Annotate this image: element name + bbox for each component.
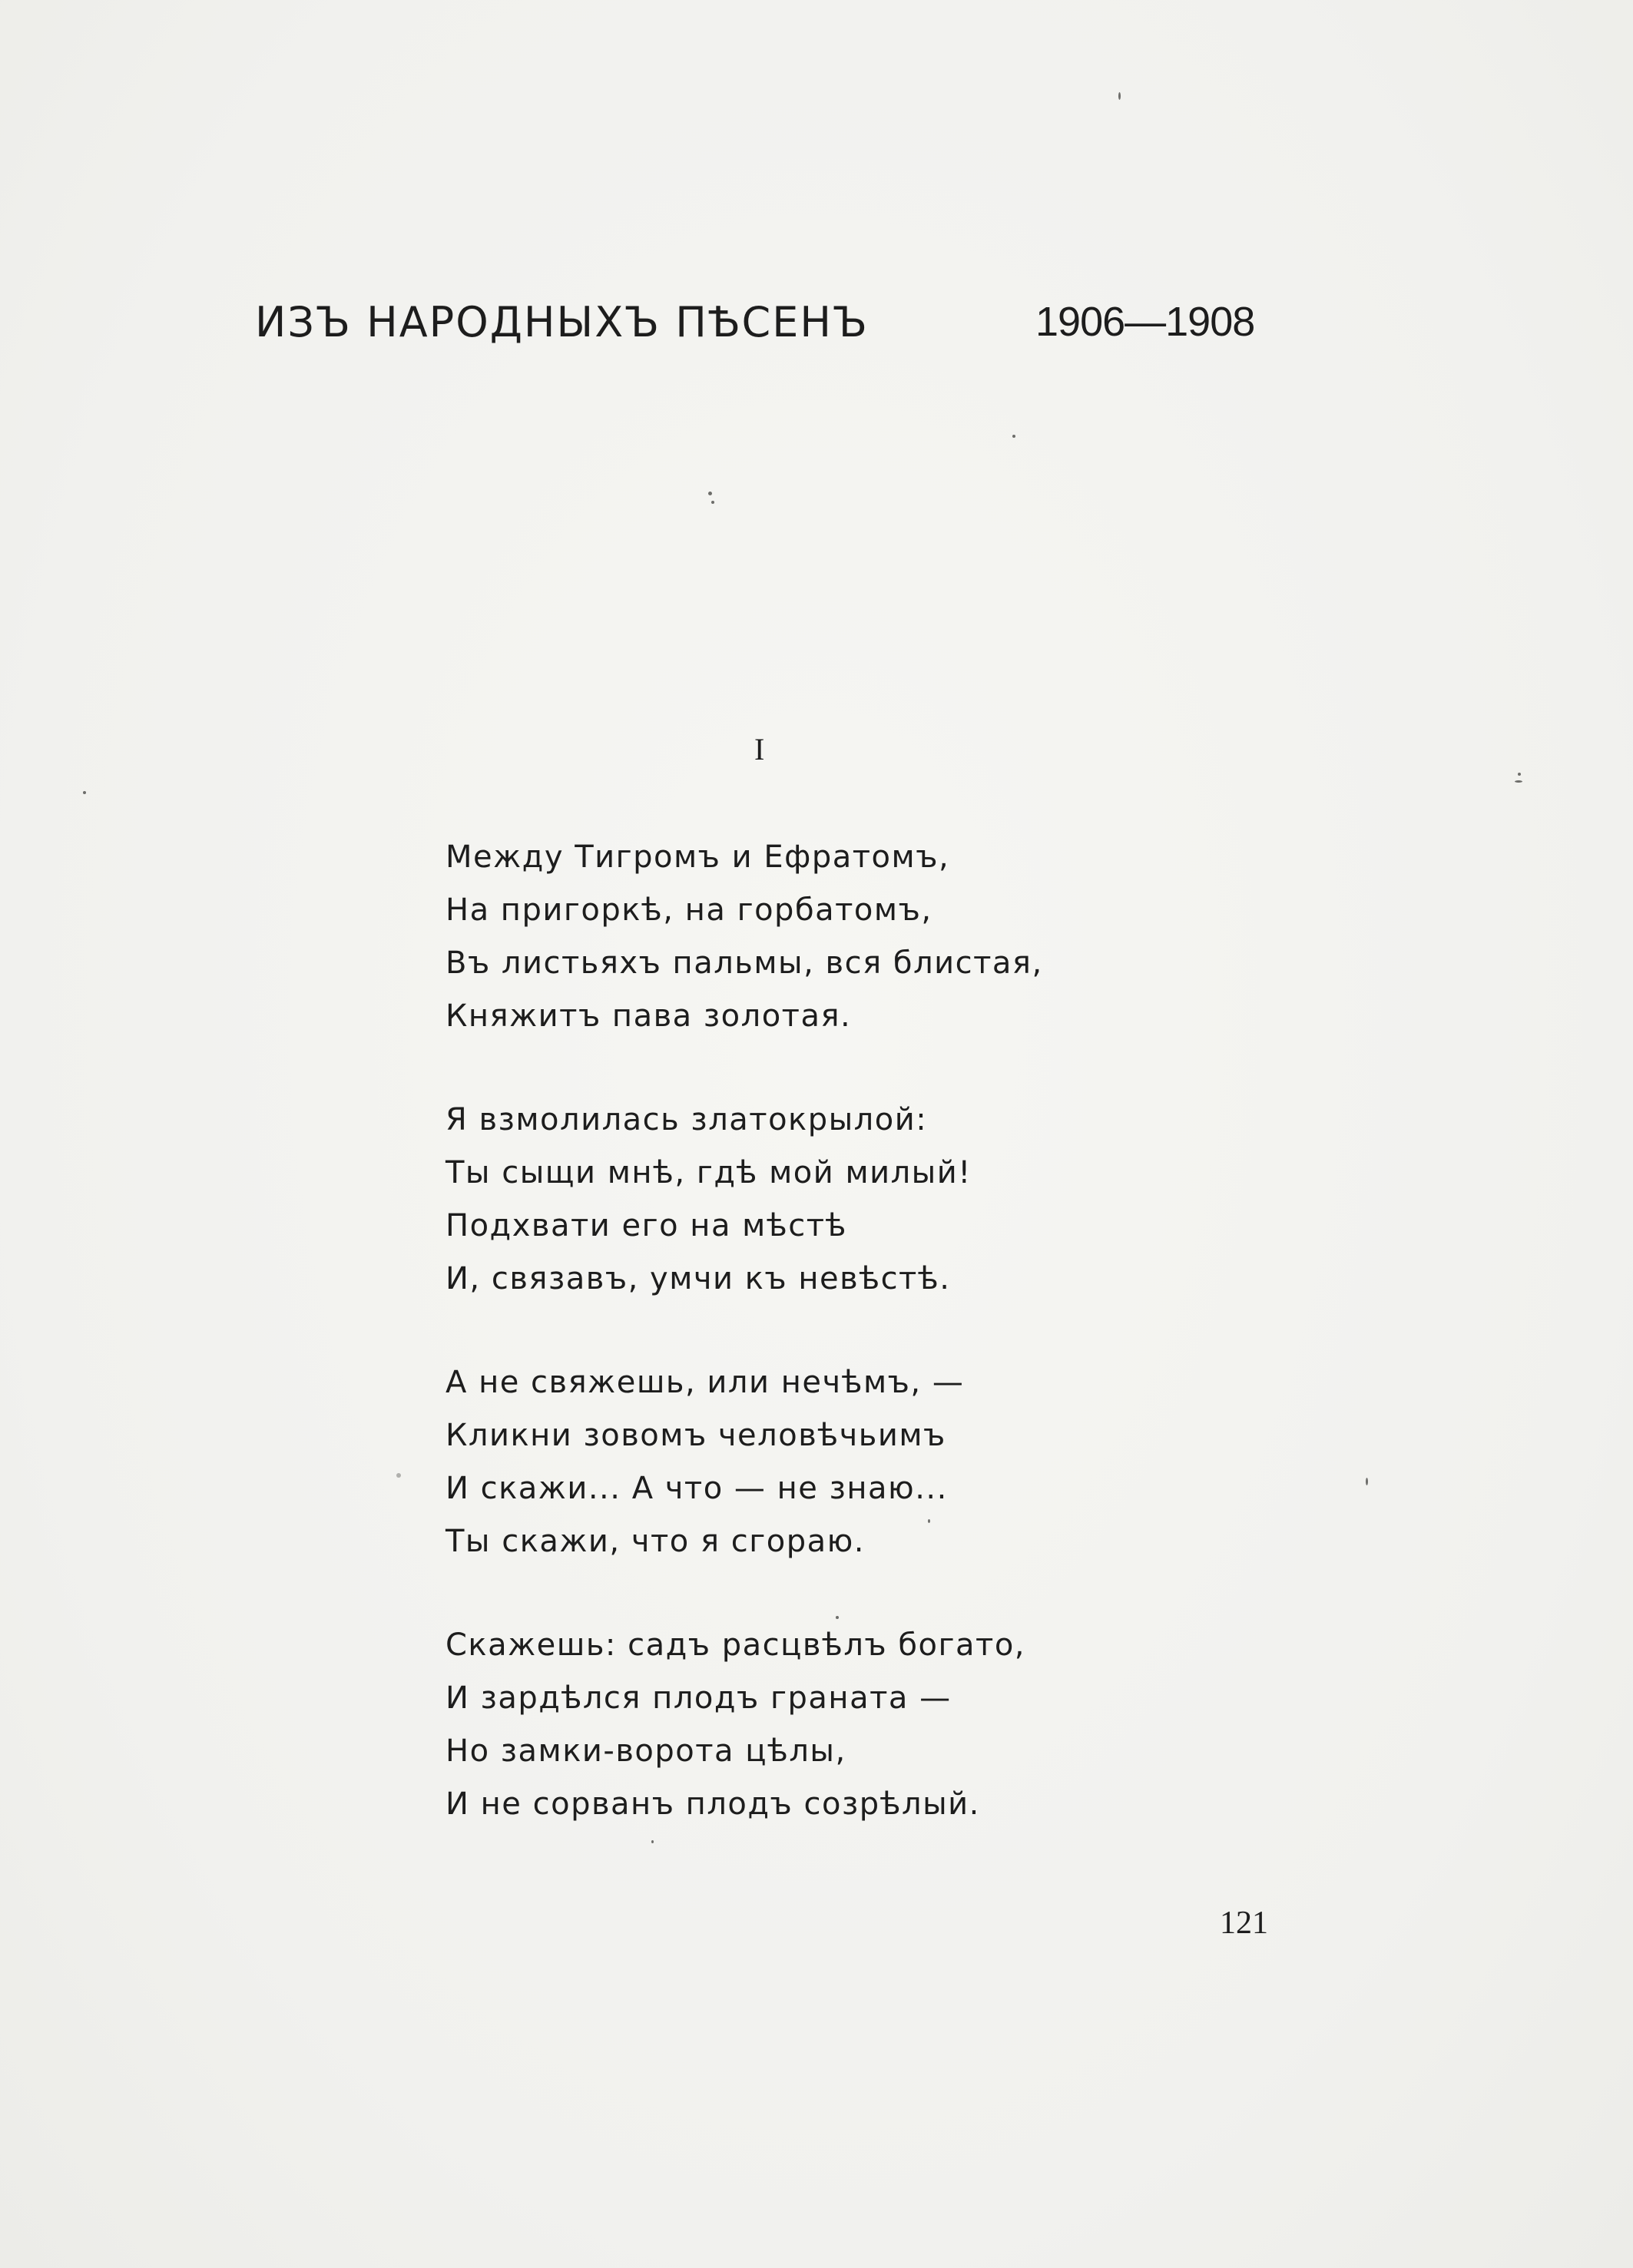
poem-line: И, связавъ, умчи къ невѣстѣ. xyxy=(446,1261,951,1296)
paper-speck xyxy=(1518,773,1521,776)
page-header xyxy=(255,298,1254,359)
paper-speck xyxy=(711,501,714,504)
paper-speck xyxy=(708,492,712,495)
stanza xyxy=(446,831,1137,1043)
poem-line: Скажешь: садъ расцвѣлъ богато, xyxy=(446,1627,1026,1663)
paper-speck xyxy=(396,1473,401,1478)
poem-line: И скажи... А что — не знаю... xyxy=(446,1471,948,1506)
stanza xyxy=(446,1619,1137,1831)
poem-line: Въ листьяхъ пальмы, вся блистая, xyxy=(446,945,1043,981)
paper-speck xyxy=(651,1840,654,1843)
poem-line: Ты скажи, что я сгораю. xyxy=(446,1524,866,1559)
poem-line: Княжитъ пава золотая. xyxy=(446,998,852,1034)
stanza xyxy=(446,1094,1137,1306)
poem-line: А не свяжешь, или нечѣмъ, — xyxy=(446,1365,965,1400)
page-number: 121 xyxy=(1220,1905,1268,1941)
paper-speck xyxy=(1118,92,1121,100)
paper-speck xyxy=(1515,780,1522,783)
poem-number: I xyxy=(754,732,765,766)
paper-speck xyxy=(836,1616,839,1619)
paper-speck xyxy=(1366,1478,1368,1485)
paper-speck xyxy=(1012,435,1015,438)
poem-line: Я взмолилась златокрылой: xyxy=(446,1102,928,1137)
paper-speck xyxy=(83,791,86,794)
poem-line: Ты сыщи мнѣ, гдѣ мой милый! xyxy=(446,1155,972,1190)
poem-line: И не сорванъ плодъ созрѣлый. xyxy=(446,1786,980,1822)
poem-line: И зардѣлся плодъ граната — xyxy=(446,1680,952,1716)
section-title: ИЗЪ НАРОДНЫХЪ ПѢСЕНЪ xyxy=(255,298,869,346)
poem-line: Кликни зовомъ человѣчьимъ xyxy=(446,1418,946,1453)
poem-line: Между Тигромъ и Ефратомъ, xyxy=(446,839,950,875)
date-range: 1906—1908 xyxy=(1035,299,1255,345)
paper-speck xyxy=(928,1519,930,1523)
poem-line: Но замки-ворота цѣлы, xyxy=(446,1733,846,1769)
poem-line: На пригоркѣ, на горбатомъ, xyxy=(446,892,932,928)
poem-body xyxy=(446,831,1137,1882)
poem-line: Подхвати его на мѣстѣ xyxy=(446,1208,847,1243)
stanza xyxy=(446,1356,1137,1568)
